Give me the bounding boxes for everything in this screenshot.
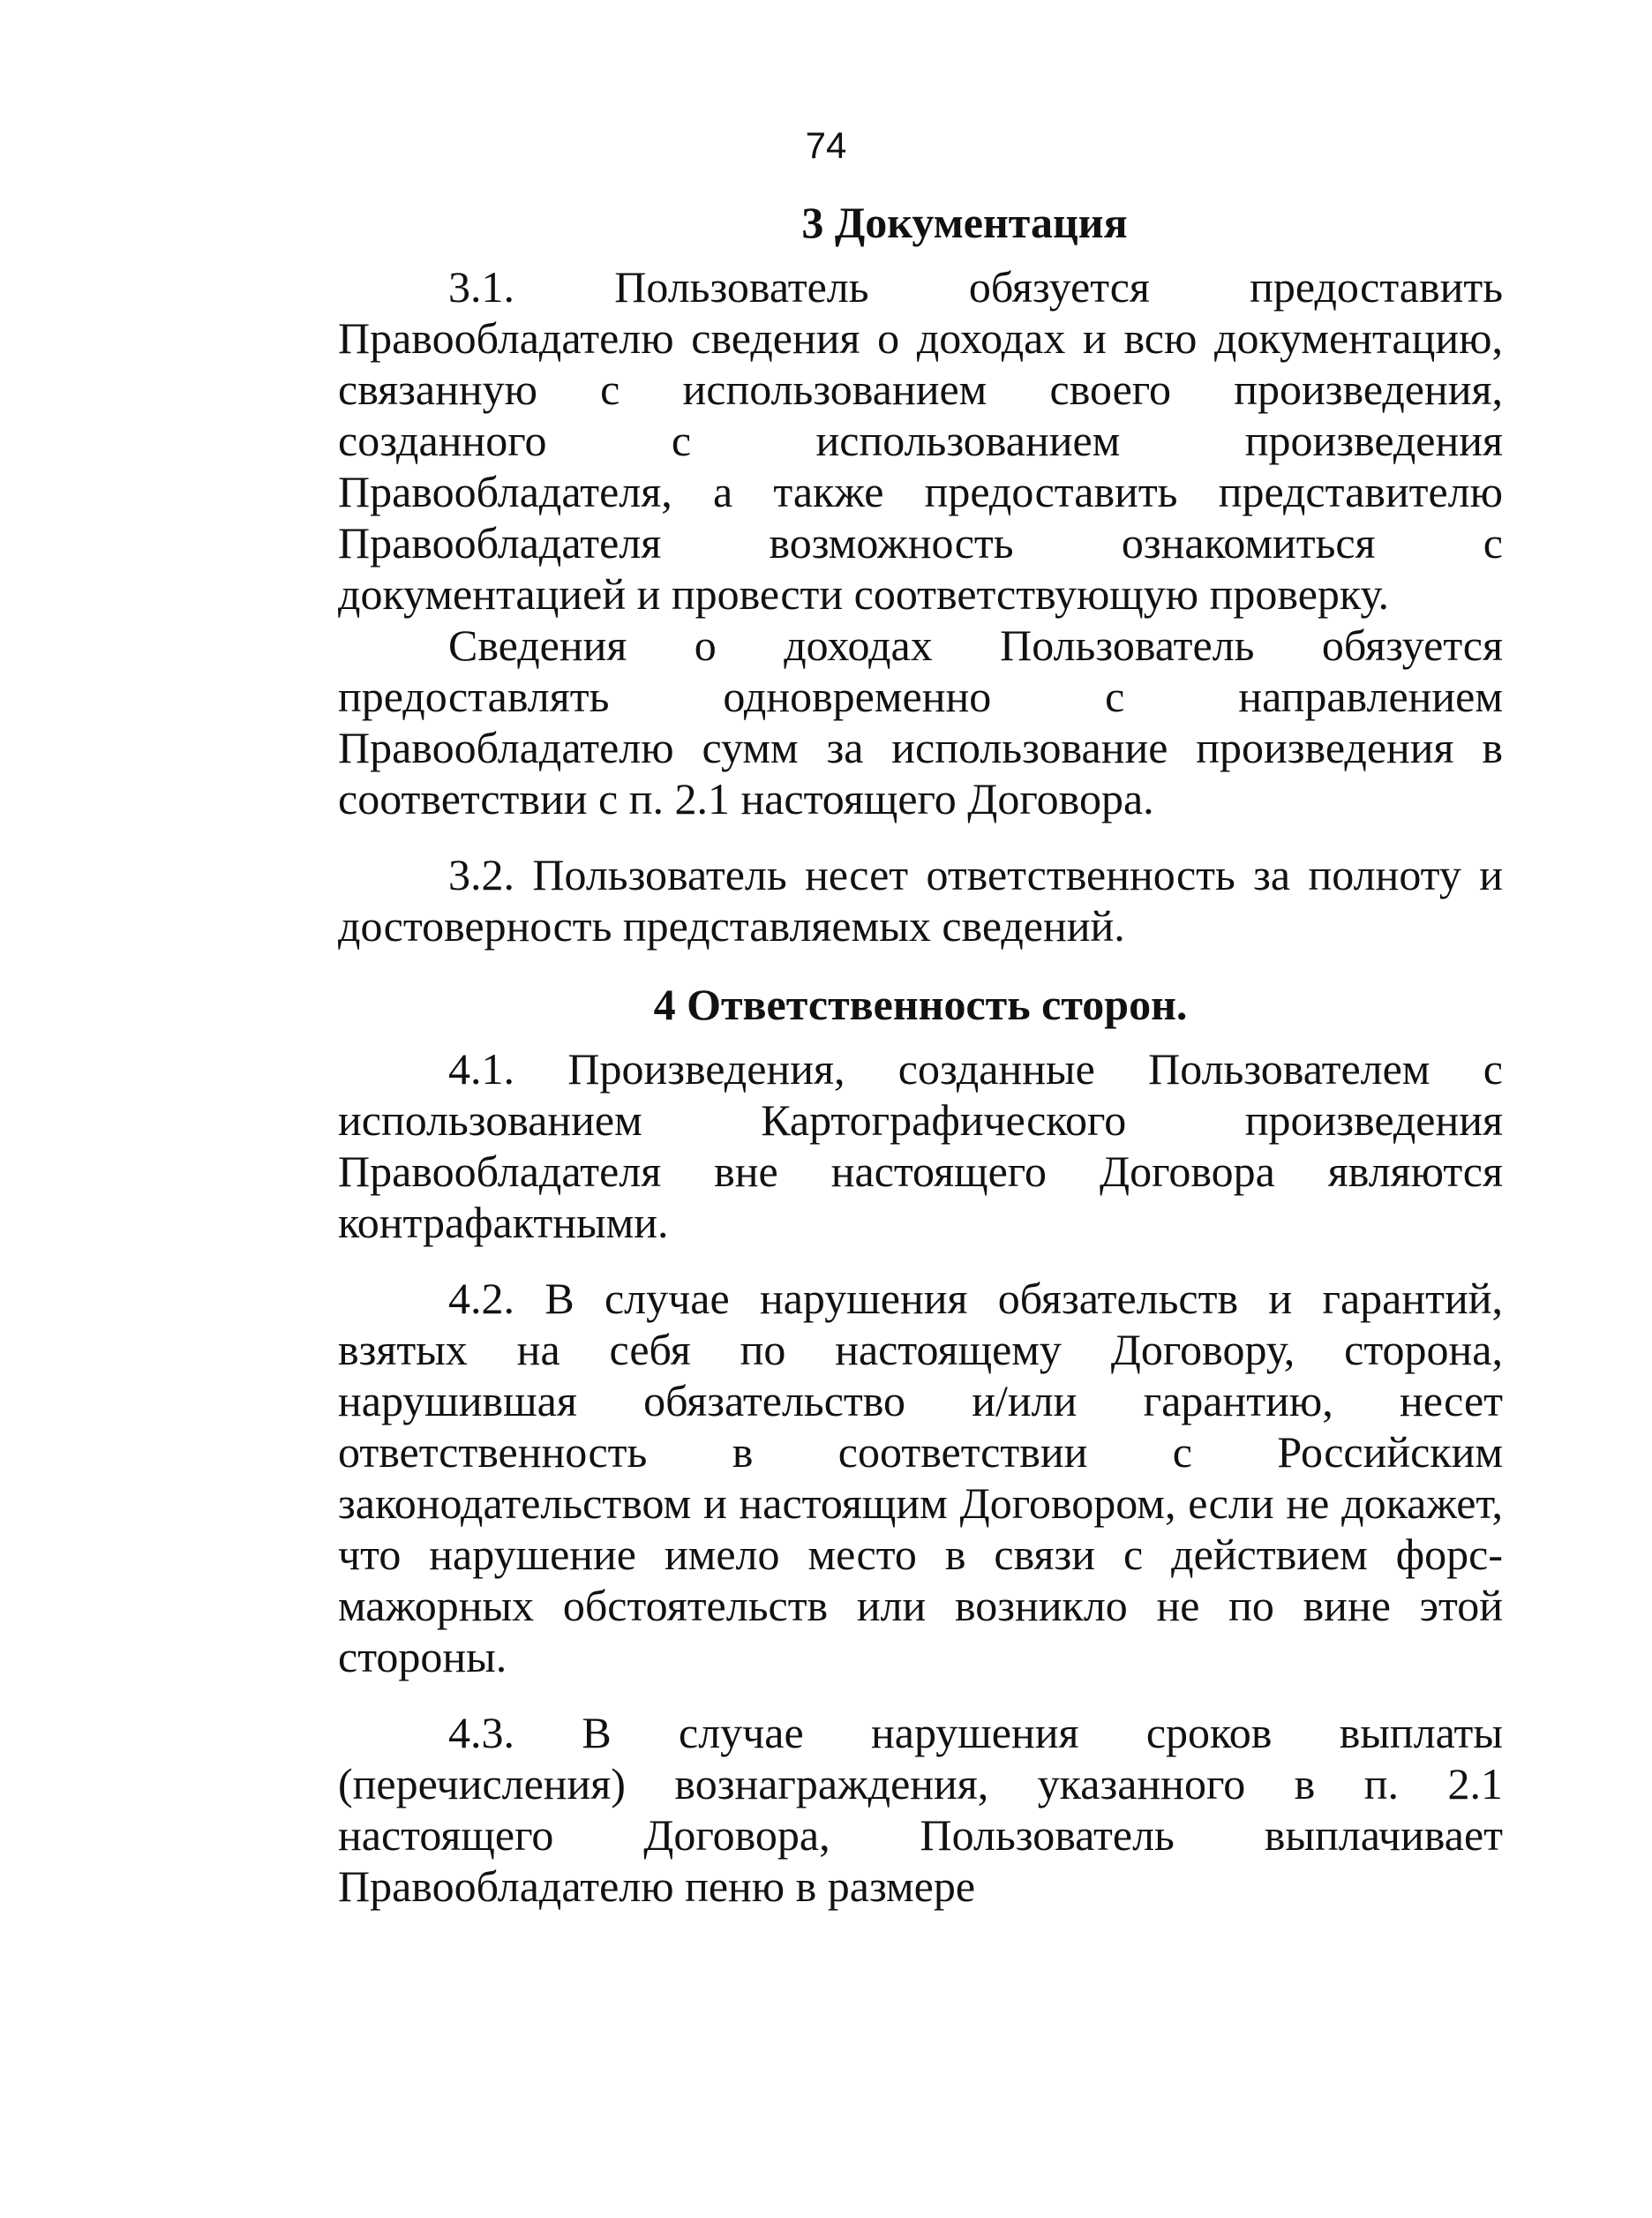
paragraph-3-2: 3.2. Пользователь несет ответственность за полноту и достоверность представляемых сведений.	[338, 850, 1503, 951]
page-content	[338, 196, 1503, 1912]
section-heading-liability: 4 Ответственность сторон.	[653, 980, 1188, 1029]
section-heading-documentation: 3 Документация	[801, 198, 1128, 247]
paragraph-4-3: 4.3. В случае нарушения сроков выплаты (перечисления) вознаграждения, указанного в п. 2.1 настоящего Договора, Пользователь выплачивает Правообладателю пеню в размере	[338, 1708, 1503, 1911]
paragraph-4-2: 4.2. В случае нарушения обязательств и гарантий, взятых на себя по настоящему Договору, сторона, нарушившая обязательство и/или гарантию, несет ответственность в соответствии с Российским законодательством и настоящим Договором, если не докажет, что нарушение имело место в связи с действием форс-мажорных обстоятельств или возникло не по вине этой стороны.	[338, 1274, 1503, 1681]
page-number: 74	[805, 124, 847, 166]
paragraph-4-1: 4.1. Произведения, созданные Пользователем с использованием Картографического произведения Правообладателя вне настоящего Договора являются контрафактными.	[338, 1044, 1503, 1247]
paragraph-3-1: 3.1. Пользователь обязуется предоставить Правообладателю сведения о доходах и всю документацию, связанную с использованием своего произведения, созданного с использованием произведения Правообладателя, а также предоставить представителю Правообладателя возможность ознакомиться с документацией и провести соответствующую проверку.	[338, 262, 1503, 619]
paragraph-income-info: Сведения о доходах Пользователь обязуется предоставлять одновременно с направлением Правообладателю сумм за использование произведения в соответствии с п. 2.1 настоящего Договора.	[338, 620, 1503, 823]
